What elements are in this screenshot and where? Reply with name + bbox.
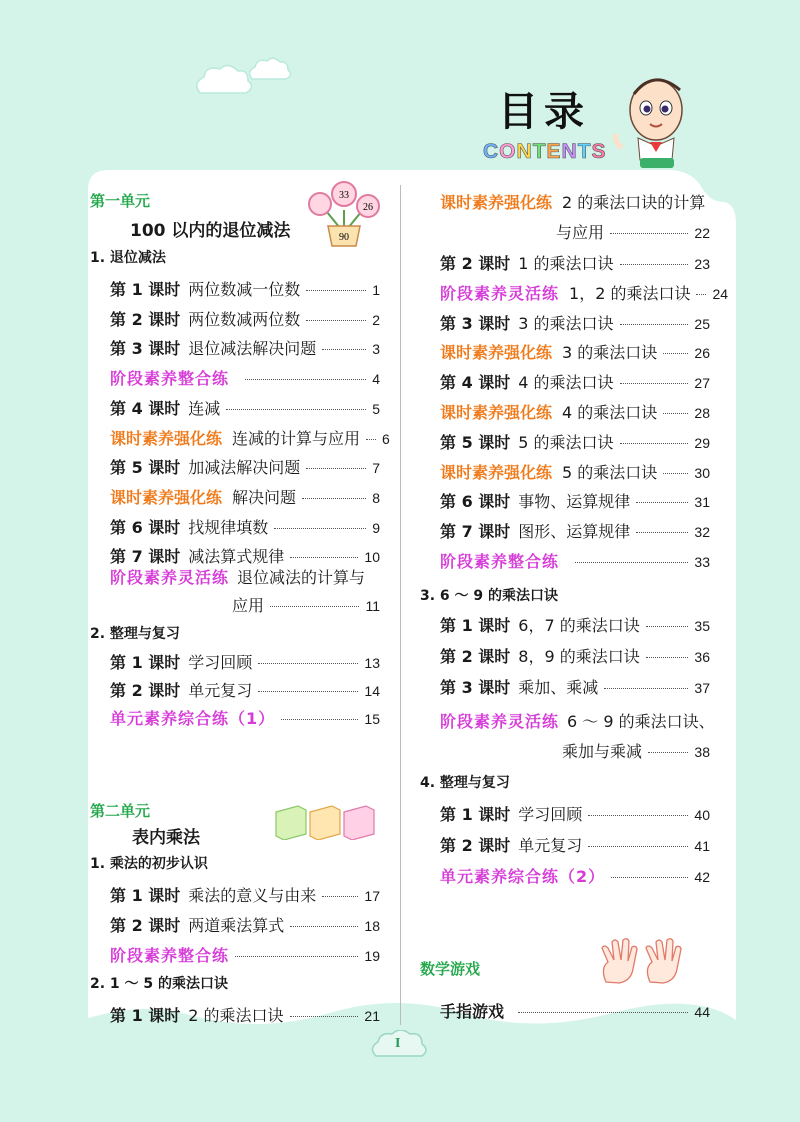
entry-text: 2 的乘法口诀的计算: [562, 193, 706, 212]
leader-dots: [281, 719, 358, 720]
entry-label: 第 1 课时: [110, 653, 181, 672]
page-number: 17: [364, 888, 380, 904]
contents-subtitle: [483, 140, 607, 164]
page-number: 32: [694, 524, 710, 541]
entry-label: 第 3 课时: [110, 339, 181, 359]
entry-label: 单元素养综合练（2）: [440, 867, 606, 886]
leader-dots: [245, 379, 366, 380]
entry-label: 阶段素养灵活练: [110, 568, 230, 587]
entry-text: 乘加、乘减: [518, 678, 599, 697]
entry-label: 手指游戏: [440, 1002, 505, 1021]
page-number: 41: [694, 838, 710, 854]
unit-2-title: 表内乘法: [132, 828, 200, 848]
toc-entry[interactable]: [440, 251, 710, 274]
contents-letter: N: [516, 140, 533, 163]
page-number: 31: [694, 494, 710, 511]
leader-dots: [620, 324, 689, 325]
toc-entry[interactable]: [110, 1003, 380, 1026]
entry-text: 5 的乘法口诀: [518, 432, 614, 452]
page-number: 28: [694, 405, 710, 421]
toc-entry[interactable]: [110, 913, 380, 936]
leader-dots: [620, 383, 689, 384]
entry-label: 第 1 课时: [440, 805, 511, 824]
leader-dots: [290, 557, 358, 558]
entry-text: 1，2 的乘法口诀: [569, 283, 691, 303]
entry-text: 两道乘法算式: [188, 916, 285, 935]
entry-label: 第 1 课时: [110, 886, 181, 905]
page-number: 25: [694, 315, 710, 332]
unit-2-section-1: 1. 乘法的初步认识: [90, 856, 208, 872]
entry-label: 第 6 课时: [110, 517, 181, 537]
entry-text: 6 ～ 9 的乘法口诀、: [567, 712, 715, 731]
leader-dots: [611, 877, 688, 878]
entry-label: 课时素养强化练: [110, 428, 223, 448]
toc-entry[interactable]: [440, 802, 710, 825]
toc-entry[interactable]: [440, 460, 710, 483]
toc-entry[interactable]: [440, 370, 710, 393]
toc-entry[interactable]: [440, 613, 710, 636]
flower-number: 33: [339, 190, 349, 201]
page-number: 3: [372, 341, 380, 358]
entry-text: 图形、运算规律: [518, 522, 631, 542]
entry-label: 第 2 课时: [440, 647, 511, 666]
page-number: 4: [372, 371, 380, 388]
leader-dots: [696, 294, 706, 295]
leader-dots: [588, 846, 688, 847]
leader-dots: [306, 290, 366, 291]
leader-dots: [290, 1016, 359, 1017]
entry-label: 课时素养强化练: [110, 487, 223, 507]
book-stacks-illustration: [272, 800, 382, 840]
leader-dots: [306, 468, 366, 469]
leader-dots: [270, 606, 359, 607]
leader-dots: [322, 349, 366, 350]
flower-number: 90: [339, 232, 349, 243]
toc-entry[interactable]: [440, 430, 710, 453]
boy-mascot-illustration: [612, 72, 702, 172]
page-number: 9: [372, 519, 380, 536]
entry-text: 乘法的意义与由来: [188, 886, 317, 905]
entry-text: 学习回顾: [518, 805, 583, 824]
toc-entry-44[interactable]: [440, 999, 710, 1022]
entry-label: 第 3 课时: [440, 313, 511, 333]
contents-letter: T: [532, 140, 547, 163]
page-number: 10: [364, 549, 380, 566]
leader-dots: [604, 688, 688, 689]
flower-pot-illustration: [304, 180, 384, 248]
leader-dots: [302, 498, 366, 499]
toc-entry[interactable]: [110, 678, 380, 701]
entry-label: 第 2 课时: [110, 681, 181, 700]
toc-entry[interactable]: [440, 281, 729, 304]
entry-label: 第 3 课时: [440, 678, 511, 697]
entry-text: 减法算式规律: [188, 547, 285, 567]
flower-number: 26: [363, 202, 373, 213]
page-number: 15: [364, 711, 380, 727]
entry-label: 阶段素养整合练: [110, 946, 230, 965]
page-number: 1: [372, 282, 380, 298]
toc-entry[interactable]: [110, 650, 380, 673]
entry-text: 4 的乘法口诀: [518, 373, 614, 393]
toc-entry[interactable]: [440, 833, 710, 856]
entry-text: 1 的乘法口诀: [518, 254, 614, 273]
entry-text: 乘加与乘减: [562, 742, 643, 761]
leader-dots: [274, 528, 366, 529]
entry-label: 课时素养强化练: [440, 193, 553, 212]
entry-text: 应用: [232, 596, 265, 615]
unit-1-section-2: 2. 整理与复习: [90, 626, 180, 642]
unit-2-section-2: 2. 1 ～ 5 的乘法口诀: [90, 976, 229, 992]
contents-letter: T: [577, 140, 592, 163]
leader-dots: [226, 409, 366, 410]
entry-text: 两位数减两位数: [188, 309, 301, 329]
toc-entry[interactable]: [110, 336, 380, 359]
leader-dots: [235, 956, 358, 957]
leader-dots: [290, 926, 358, 927]
entry-text: 两位数减一位数: [188, 280, 301, 299]
hands-illustration: [596, 938, 686, 984]
entry-label: 第 2 课时: [440, 254, 511, 273]
page-number: 30: [694, 464, 710, 481]
toc-entry-22[interactable]: [440, 190, 710, 213]
leader-dots: [646, 626, 689, 627]
leader-dots: [322, 896, 358, 897]
toc-entry[interactable]: [110, 455, 380, 478]
leader-dots: [366, 439, 376, 440]
contents-letter: C: [483, 140, 500, 163]
page-number: 37: [694, 680, 710, 696]
page-number: 14: [364, 683, 380, 699]
toc-entry-38[interactable]: [440, 709, 715, 732]
entry-label: 课时素养强化练: [440, 403, 553, 422]
page-number: 33: [694, 554, 710, 570]
entry-label: 第 5 课时: [440, 432, 511, 452]
entry-text: 5 的乘法口诀: [562, 462, 658, 482]
page-number: 22: [694, 225, 710, 241]
toc-entry-22-cont[interactable]: [556, 220, 710, 243]
page-number: 11: [365, 598, 380, 614]
page-number: 18: [364, 918, 380, 934]
toc-entry-11[interactable]: [110, 565, 380, 588]
leader-dots: [663, 473, 688, 474]
toc-entry[interactable]: [110, 366, 380, 389]
toc-entry[interactable]: [440, 675, 710, 698]
leader-dots: [620, 264, 689, 265]
contents-letter: O: [499, 140, 517, 163]
entry-text: 事物、运算规律: [518, 492, 631, 512]
entry-text: 退位减法解决问题: [188, 339, 317, 359]
entry-label: 阶段素养整合练: [440, 552, 560, 571]
leader-dots: [663, 413, 688, 414]
toc-entry[interactable]: [110, 426, 390, 449]
cloud-decoration: [190, 55, 310, 105]
page-number: 27: [694, 375, 710, 392]
toc-entry[interactable]: [110, 544, 380, 567]
entry-text: 连减的计算与应用: [232, 428, 361, 448]
entry-label: 第 4 课时: [110, 398, 181, 418]
toc-entry[interactable]: [440, 549, 710, 572]
entry-label: 阶段素养灵活练: [440, 712, 560, 731]
page-title: 目录: [498, 89, 590, 135]
entry-text: 解决问题: [232, 487, 297, 507]
entry-label: 第 6 课时: [440, 492, 511, 512]
page-number: 38: [694, 744, 710, 760]
entry-label: 第 1 课时: [110, 1006, 181, 1025]
page-number: 7: [372, 460, 380, 477]
leader-dots: [636, 502, 688, 503]
contents-letter: N: [561, 140, 578, 163]
unit-1-title: 100 以内的退位减法: [130, 221, 291, 241]
entry-label: 阶段素养整合练: [110, 369, 230, 389]
entry-text: 退位减法的计算与: [237, 568, 366, 587]
leader-dots: [646, 657, 689, 658]
page-number: 35: [694, 618, 710, 634]
entry-label: 第 2 课时: [110, 916, 181, 935]
entry-label: 第 2 课时: [440, 836, 511, 855]
page-number: 24: [712, 285, 729, 302]
entry-text: 学习回顾: [188, 653, 253, 672]
entry-text: 加减法解决问题: [188, 458, 301, 478]
page-number: 23: [694, 256, 710, 272]
page-number: 19: [364, 948, 380, 964]
leader-dots: [648, 752, 688, 753]
leader-dots: [620, 443, 689, 444]
entry-text: 3 的乘法口诀: [562, 343, 658, 363]
contents-letter: S: [591, 140, 607, 163]
toc-entry-11-cont[interactable]: [232, 593, 380, 616]
page-number: 13: [364, 655, 380, 671]
entry-text: 连减: [188, 398, 221, 418]
leader-dots: [636, 532, 688, 533]
math-game-label: 数学游戏: [420, 960, 481, 978]
entry-label: 第 7 课时: [440, 522, 511, 542]
toc-entry[interactable]: [440, 340, 710, 363]
toc-entry-38-cont[interactable]: [562, 739, 710, 762]
toc-entry[interactable]: [110, 485, 380, 508]
toc-entry[interactable]: [110, 515, 380, 538]
toc-entry[interactable]: [440, 519, 710, 542]
entry-text: 4 的乘法口诀: [562, 403, 658, 422]
entry-label: 课时素养强化练: [440, 462, 553, 482]
entry-label: 单元素养综合练（1）: [110, 709, 276, 728]
toc-entry-15[interactable]: [110, 706, 380, 729]
entry-text: 单元复习: [518, 836, 583, 855]
leader-dots: [663, 353, 688, 354]
toc-entry-19[interactable]: [110, 943, 380, 966]
toc-entry[interactable]: [440, 644, 710, 667]
toc-entry[interactable]: [110, 396, 380, 419]
page-number: 8: [372, 489, 380, 506]
page-number: 42: [694, 869, 710, 885]
leader-dots: [610, 233, 688, 234]
page-number: 21: [364, 1008, 380, 1024]
entry-label: 第 7 课时: [110, 547, 181, 567]
leader-dots: [258, 691, 358, 692]
leader-dots: [306, 320, 366, 321]
entry-label: 课时素养强化练: [440, 343, 553, 363]
page-number: 40: [694, 807, 710, 823]
page-number: 26: [694, 345, 710, 362]
page-number: 44: [694, 1004, 710, 1020]
leader-dots: [258, 663, 358, 664]
entry-label: 第 2 课时: [110, 309, 181, 329]
toc-entry[interactable]: [110, 883, 380, 906]
page-number: 2: [372, 311, 380, 328]
entry-text: 8，9 的乘法口诀: [518, 647, 640, 666]
entry-text: 2 的乘法口诀: [188, 1006, 284, 1025]
entry-text: 找规律填数: [188, 517, 269, 537]
entry-label: 第 5 课时: [110, 458, 181, 478]
page-number: 29: [694, 434, 710, 451]
entry-text: 与应用: [556, 223, 605, 242]
toc-entry[interactable]: [110, 307, 380, 330]
entry-text: 3 的乘法口诀: [518, 313, 614, 333]
section-4: 4. 整理与复习: [420, 775, 510, 791]
entry-label: 第 1 课时: [440, 616, 511, 635]
toc-entry[interactable]: [440, 489, 710, 512]
toc-entry-42[interactable]: [440, 864, 710, 887]
section-3: 3. 6 ～ 9 的乘法口诀: [420, 588, 559, 604]
toc-entry[interactable]: [440, 400, 710, 423]
leader-dots: [575, 562, 688, 563]
unit-1-label: 第一单元: [90, 192, 151, 210]
page-number: 6: [382, 430, 390, 447]
entry-label: 阶段素养灵活练: [440, 283, 560, 303]
column-divider: [400, 185, 401, 1025]
contents-letter: E: [546, 140, 562, 163]
page-number: 36: [694, 649, 710, 665]
entry-label: 第 4 课时: [440, 373, 511, 393]
entry-text: 6，7 的乘法口诀: [518, 616, 640, 635]
unit-1-section-1: 1. 退位减法: [90, 250, 166, 266]
page-number: 5: [372, 400, 380, 417]
toc-entry[interactable]: [440, 311, 710, 334]
toc-entry[interactable]: [110, 277, 380, 300]
page-number-roman: I: [395, 1036, 401, 1051]
unit-2-label: 第二单元: [90, 802, 151, 820]
entry-text: 单元复习: [188, 681, 253, 700]
entry-label: 第 1 课时: [110, 280, 181, 299]
leader-dots: [588, 815, 688, 816]
leader-dots: [518, 1012, 688, 1013]
